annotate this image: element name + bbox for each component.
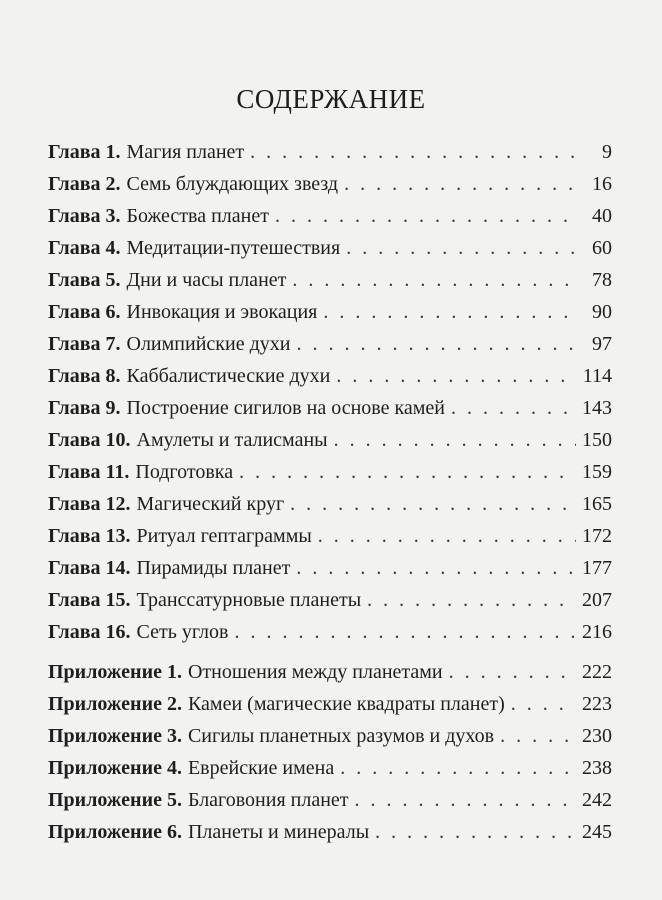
entry-page-number: 230 xyxy=(582,725,612,747)
entry-title: Сигилы планетных разумов и духов xyxy=(187,725,495,747)
dot-leader xyxy=(451,392,576,424)
toc-entry xyxy=(48,360,612,392)
page-title: СОДЕРЖАНИЕ xyxy=(236,84,426,115)
toc-entry xyxy=(48,720,612,752)
dot-leader xyxy=(334,424,576,456)
appendix-list xyxy=(48,656,612,848)
entry-label: Приложение 5. xyxy=(48,789,182,811)
entry-label: Глава 5. xyxy=(48,269,121,291)
dot-leader xyxy=(275,200,580,232)
dot-leader xyxy=(292,264,580,296)
toc-entry xyxy=(48,296,612,328)
entry-page-number: 9 xyxy=(602,141,612,163)
entry-page-number: 207 xyxy=(582,589,612,611)
dot-leader xyxy=(344,168,580,200)
entry-label: Глава 2. xyxy=(48,173,121,195)
entry-title: Планеты и минералы xyxy=(187,821,370,843)
toc-entry xyxy=(48,200,612,232)
entry-title: Сеть углов xyxy=(136,621,229,643)
entry-title: Еврейские имена xyxy=(187,757,335,779)
toc-entry xyxy=(48,520,612,552)
dot-leader xyxy=(355,784,576,816)
toc-entry xyxy=(48,232,612,264)
dot-leader xyxy=(449,656,576,688)
dot-leader xyxy=(340,752,576,784)
dot-leader xyxy=(296,328,580,360)
entry-title: Семь блуждающих звезд xyxy=(126,173,339,195)
entry-page-number: 16 xyxy=(592,173,612,195)
toc-entry xyxy=(48,136,612,168)
entry-label: Глава 8. xyxy=(48,365,121,387)
entry-title: Построение сигилов на основе камей xyxy=(126,397,446,419)
toc-entry xyxy=(48,616,612,648)
entry-label: Приложение 1. xyxy=(48,661,182,683)
entry-page-number: 114 xyxy=(582,365,612,387)
entry-title: Транссатурновые планеты xyxy=(136,589,362,611)
dot-leader xyxy=(367,584,576,616)
entry-page-number: 60 xyxy=(592,237,612,259)
entry-label: Глава 10. xyxy=(48,429,131,451)
toc-entry xyxy=(48,424,612,456)
entry-label: Глава 4. xyxy=(48,237,121,259)
entry-title: Ритуал гептаграммы xyxy=(136,525,312,547)
entry-label: Глава 14. xyxy=(48,557,131,579)
toc-entry xyxy=(48,816,612,848)
entry-page-number: 222 xyxy=(582,661,612,683)
entry-label: Глава 3. xyxy=(48,205,121,227)
entry-label: Глава 16. xyxy=(48,621,131,643)
entry-label: Глава 1. xyxy=(48,141,121,163)
entry-page-number: 40 xyxy=(592,205,612,227)
dot-leader xyxy=(500,720,576,752)
toc-entry xyxy=(48,584,612,616)
entry-title: Камеи (магические квадраты планет) xyxy=(187,693,505,715)
dot-leader xyxy=(290,488,576,520)
toc-entry xyxy=(48,264,612,296)
entry-label: Глава 13. xyxy=(48,525,131,547)
toc-entry xyxy=(48,488,612,520)
entry-label: Глава 7. xyxy=(48,333,121,355)
entry-page-number: 90 xyxy=(592,301,612,323)
entry-title: Отношения между планетами xyxy=(187,661,443,683)
entry-title: Благовония планет xyxy=(187,789,349,811)
entry-page-number: 238 xyxy=(582,757,612,779)
dot-leader xyxy=(336,360,576,392)
entry-label: Глава 9. xyxy=(48,397,121,419)
entry-page-number: 97 xyxy=(592,333,612,355)
entry-label: Глава 11. xyxy=(48,461,130,483)
toc-entry xyxy=(48,168,612,200)
entry-page-number: 223 xyxy=(582,693,612,715)
entry-label: Приложение 6. xyxy=(48,821,182,843)
entry-title: Магия планет xyxy=(126,141,245,163)
entry-label: Приложение 2. xyxy=(48,693,182,715)
toc-entry xyxy=(48,456,612,488)
entry-label: Глава 12. xyxy=(48,493,131,515)
entry-title: Медитации-путешествия xyxy=(126,237,341,259)
entry-page-number: 245 xyxy=(582,821,612,843)
toc-entry xyxy=(48,552,612,584)
dot-leader xyxy=(323,296,580,328)
entry-title: Магический круг xyxy=(136,493,285,515)
dot-leader xyxy=(318,520,576,552)
entry-title: Олимпийские духи xyxy=(126,333,291,355)
entry-label: Приложение 3. xyxy=(48,725,182,747)
toc-entry xyxy=(48,328,612,360)
entry-label: Глава 6. xyxy=(48,301,121,323)
dot-leader xyxy=(239,456,576,488)
dot-leader xyxy=(250,136,580,168)
entry-title: Подготовка xyxy=(135,461,234,483)
entry-title: Амулеты и талисманы xyxy=(136,429,328,451)
dot-leader xyxy=(346,232,580,264)
entry-title: Божества планет xyxy=(126,205,269,227)
entry-title: Пирамиды планет xyxy=(136,557,291,579)
toc-entry xyxy=(48,752,612,784)
entry-page-number: 242 xyxy=(582,789,612,811)
entry-label: Приложение 4. xyxy=(48,757,182,779)
entry-page-number: 159 xyxy=(582,461,612,483)
entry-title: Инвокация и эвокация xyxy=(126,301,318,323)
entry-page-number: 177 xyxy=(582,557,612,579)
chapter-list xyxy=(48,136,612,648)
toc-entry xyxy=(48,656,612,688)
entry-label: Глава 15. xyxy=(48,589,131,611)
toc-entry xyxy=(48,688,612,720)
entry-page-number: 150 xyxy=(582,429,612,451)
dot-leader xyxy=(234,616,576,648)
entry-page-number: 165 xyxy=(582,493,612,515)
entry-page-number: 172 xyxy=(582,525,612,547)
dot-leader xyxy=(296,552,576,584)
dot-leader xyxy=(511,688,576,720)
entry-title: Дни и часы планет xyxy=(126,269,287,291)
entry-title: Каббалистические духи xyxy=(126,365,331,387)
toc-entry xyxy=(48,392,612,424)
entry-page-number: 216 xyxy=(582,621,612,643)
toc-entry xyxy=(48,784,612,816)
entry-page-number: 78 xyxy=(592,269,612,291)
entry-page-number: 143 xyxy=(582,397,612,419)
dot-leader xyxy=(375,816,576,848)
